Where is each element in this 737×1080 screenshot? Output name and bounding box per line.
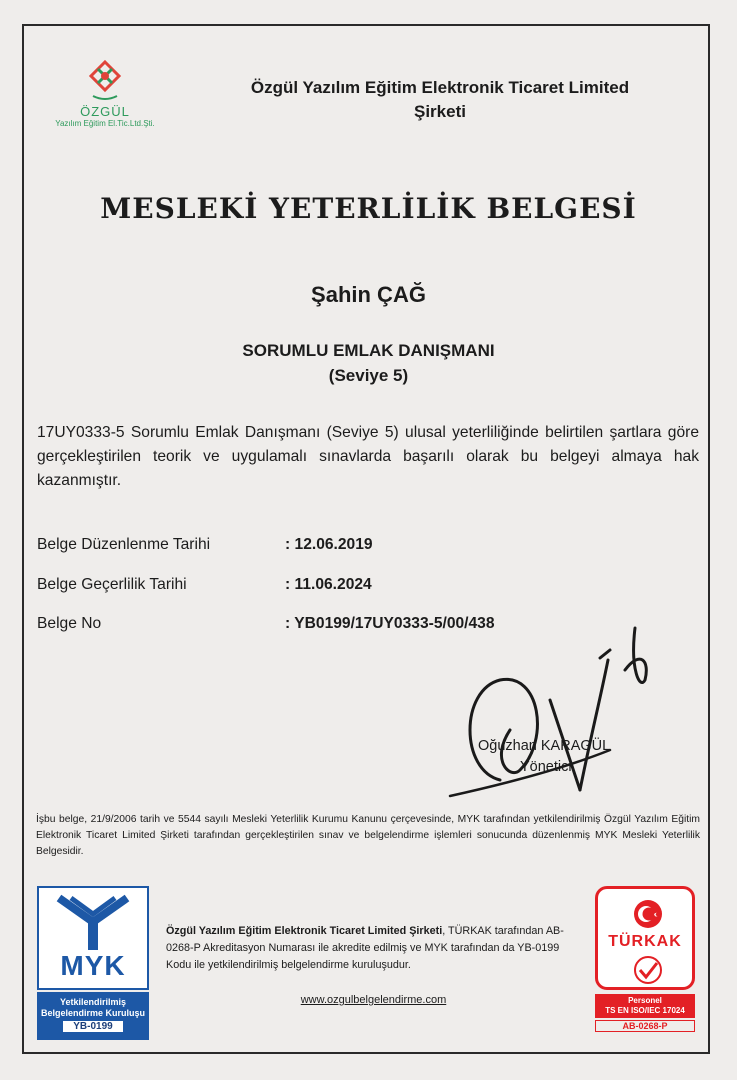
accreditation-text: , TÜRKAK tarafından AB-0268-P Akreditasyon Numarası ile akredite edilmiş ve MYK tarafından da YB-0199 Kodu ile yetkilendirilmiş belgelendirme kuruluşudur. bbox=[166, 925, 564, 971]
myk-emblem-icon bbox=[53, 894, 133, 952]
turkak-code: AB-0268-P bbox=[595, 1020, 695, 1032]
website-link[interactable]: www.ozgulbelgelendirme.com bbox=[300, 994, 447, 1006]
ozgul-emblem-icon bbox=[85, 58, 125, 102]
signatory-name: Oğuzhan KARAGÜL bbox=[478, 738, 611, 754]
accreditation-company: Özgül Yazılım Eğitim Elektronik Ticaret Limited Şirketi bbox=[166, 925, 443, 937]
field-label: Belge No bbox=[37, 615, 102, 632]
myk-label: MYK bbox=[60, 950, 126, 981]
myk-band bbox=[37, 992, 149, 1040]
turkak-label: TÜRKAK bbox=[608, 933, 682, 950]
holder-name: Şahin ÇAĞ bbox=[311, 282, 426, 307]
qualification-name: SORUMLU EMLAK DANIŞMANI bbox=[242, 341, 495, 360]
myk-logo-box bbox=[37, 886, 149, 990]
accreditation-statement bbox=[166, 923, 581, 974]
ozgul-logo bbox=[30, 58, 180, 144]
signatory-title: Yönetici bbox=[520, 759, 572, 775]
myk-line-1: Yetkilendirilmiş bbox=[59, 997, 127, 1007]
myk-badge bbox=[37, 886, 149, 1042]
turkak-logo-box bbox=[595, 886, 695, 990]
crescent-star-icon bbox=[633, 899, 663, 929]
field-issue-date bbox=[37, 536, 637, 558]
qualification-block bbox=[22, 338, 715, 388]
logo-subtitle: Yazılım Eğitim El.Tic.Ltd.Şti. bbox=[55, 119, 155, 128]
qualification-level: (Seviye 5) bbox=[328, 366, 409, 385]
field-validity-date bbox=[37, 576, 637, 598]
legal-note: İşbu belge, 21/9/2006 tarih ve 5544 sayılı Mesleki Yeterlilik Kurumu Kanunu çerçevesinde, MYK tarafından yetkilendirilmiş Özgül Yazılım Eğitim Elektronik Ticaret Limited Şirketi tarafından gerçekleştirilen sınav ve belgelendirme işlemleri sonucunda düzenlenmiş MYK Mesleki Yeterlilik Belgesidir. bbox=[36, 814, 700, 857]
issuer-company-name bbox=[200, 76, 680, 124]
field-value: : 12.06.2019 bbox=[285, 536, 373, 553]
field-value: : 11.06.2024 bbox=[285, 576, 372, 593]
field-label: Belge Düzenlenme Tarihi bbox=[37, 536, 211, 553]
myk-code: YB-0199 bbox=[63, 1021, 122, 1032]
turkak-line-1: Personel bbox=[628, 996, 662, 1005]
myk-line-2: Belgelendirme Kuruluşu bbox=[40, 1008, 146, 1018]
turkak-band bbox=[595, 994, 695, 1018]
checkmark-icon bbox=[630, 955, 666, 985]
certificate-title: MESLEKİ YETERLİLİK BELGESİ bbox=[100, 192, 637, 225]
turkak-badge bbox=[595, 886, 699, 1042]
company-line-2: Şirketi bbox=[414, 102, 466, 121]
logo-name: ÖZGÜL bbox=[80, 104, 130, 119]
field-label: Belge Geçerlilik Tarihi bbox=[37, 576, 187, 593]
handwritten-signature bbox=[440, 620, 680, 810]
company-line-1: Özgül Yazılım Eğitim Elektronik Ticaret Limited bbox=[250, 78, 630, 97]
field-value: : YB0199/17UY0333-5/00/438 bbox=[285, 615, 495, 632]
turkak-line-2: TS EN ISO/IEC 17024 bbox=[605, 1006, 685, 1015]
certificate-description: 17UY0333-5 Sorumlu Emlak Danışmanı (Seviye 5) ulusal yeterliliğinde belirtilen şartlara göre gerçekleştirilen teorik ve uygulamalı sınavlarda başarılı olarak bu belgeyi almaya hak kazanmıştır. bbox=[37, 424, 699, 489]
